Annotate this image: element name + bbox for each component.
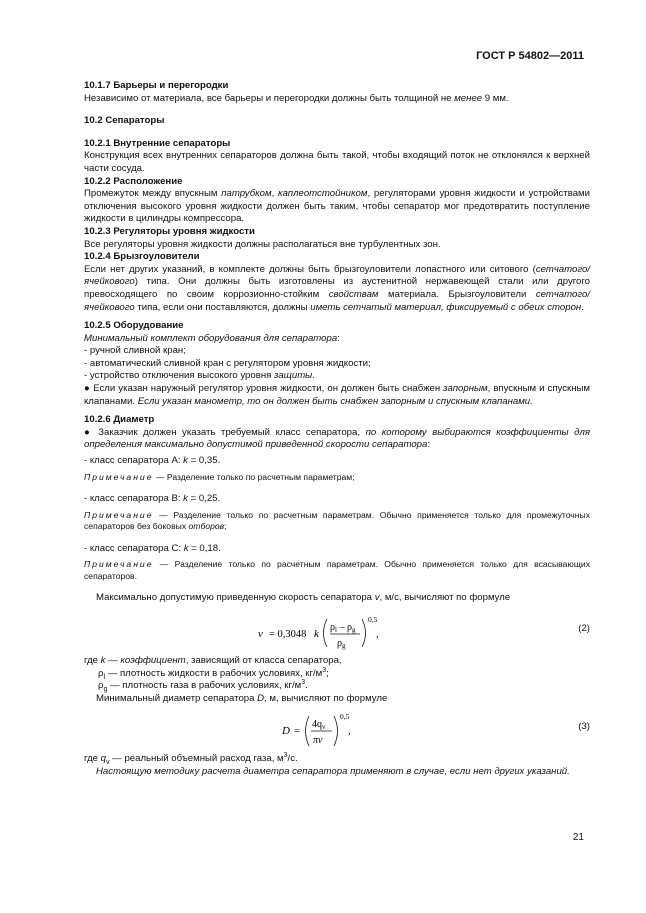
text-italic: k [183, 542, 189, 554]
superscript: 3 [283, 752, 288, 760]
text: . [581, 301, 584, 313]
formula-3-exponent: 0,5 [340, 712, 350, 722]
text: — плотность жидкости в рабочих условиях, кг/м [105, 667, 323, 679]
subscript: g [103, 686, 108, 693]
text: 9 мм. [482, 92, 509, 104]
formula-2-k: k [314, 627, 319, 640]
formula-3-den: πv [313, 735, 323, 747]
text: , м/с, вычисляют по формуле [379, 592, 511, 604]
text: ; [326, 667, 329, 679]
text: = 0,18. [188, 542, 221, 554]
text: где [84, 654, 101, 666]
page-body [84, 80, 590, 778]
formula-3-eq: = [294, 726, 300, 738]
text: Минимальный диаметр сепаратора [96, 692, 258, 704]
section-title-10-2: 10.2 Сепараторы [84, 115, 165, 127]
paragraph-level-regulators: Все регуляторы уровня жидкости должны располагаться вне турбулентных зон. [84, 238, 441, 250]
paragraph-barriers [84, 93, 590, 106]
section-title-10-2-4: 10.2.4 Брызгоуловители [84, 251, 200, 263]
text-italic: свойствам [328, 288, 379, 300]
right-paren [334, 716, 338, 746]
text: Независимо от материала, все барьеры и перегородки должны быть толщиной не [84, 92, 455, 104]
page-number: 21 [572, 832, 584, 843]
text-italic: сетчатого/ячейкового [84, 288, 590, 313]
text: . [305, 680, 308, 692]
text: ● Если указан наружный регулятор уровня жидкости, он должен быть снабжен [84, 383, 444, 395]
formula-3 [84, 709, 590, 751]
text-italic: запорным [443, 383, 488, 395]
paragraph-equipment-intro [84, 333, 590, 346]
text-italic: k [183, 455, 188, 467]
text: — плотность газа в рабочих условиях, кг/м [107, 680, 302, 692]
text-italic: защиты [274, 370, 313, 382]
section-title-10-2-5: 10.2.5 Оборудование [84, 320, 184, 332]
formula-3-lhs: D [282, 725, 290, 738]
text: Если нет других указаний, в комплекте должны быть брызгоуловители лопастного или ситового ( [84, 263, 536, 275]
text: ) типа. Они должны быть изготовлены из аустенитной нержавеющей стали или другого превосходящего по своим коррозионно-стойким [84, 276, 590, 300]
text: , м, вычисляют по формуле [264, 692, 388, 704]
note-label: Примечание [84, 471, 154, 482]
text: - класс сепаратора С: [84, 542, 184, 554]
subscript: v [106, 759, 110, 767]
text: - класс сепаратора А: [84, 455, 184, 467]
note-label: Примечание [84, 509, 154, 520]
standard-code: ГОСТ Р 54802—2011 [476, 50, 584, 62]
formula-2-graphic [84, 613, 590, 653]
text: ● Заказчик должен указать требуемый класс сепаратора, [84, 426, 366, 438]
text: - класс сепаратора В: [84, 493, 184, 505]
text: Промежуток между впускным [84, 188, 222, 200]
where-rho-g [84, 680, 590, 693]
text-italic: k [100, 654, 106, 666]
paragraph-separator-class [84, 427, 590, 452]
text: , регуляторами уровня жидкости и устройствами отключения высокого уровня жидкости должен быть таким, чтобы сепаратор мог предотвратить поступление жидкости в цилиндры компрессора. [84, 188, 590, 225]
paragraph-internal-separators: Конструкция всех внутренних сепараторов должна быть такой, чтобы входящий поток не отклонялся к верхней части сосуда. [84, 150, 590, 174]
text-italic: D [257, 692, 265, 704]
text-italic: коэффициент [120, 654, 186, 666]
right-paren [362, 619, 366, 647]
paragraph-max-velocity [84, 592, 590, 605]
text: = 0,35. [187, 455, 221, 467]
text: — Разделение только по расчетным параметрам. Обычно применяется только для промежуточных сепараторов без боковых [84, 509, 590, 532]
text: — реальный объемный расход газа, м [109, 753, 284, 765]
text: — Разделение только по расчетным параметрам; [153, 471, 355, 482]
text-italic: k [183, 493, 188, 505]
note-class-a [84, 472, 590, 484]
superscript: 3 [301, 678, 306, 686]
text: Максимально допустимую приведенную скорость сепаратора [96, 592, 375, 604]
note-label: Примечание [84, 559, 154, 570]
formula-3-number: (3) [578, 721, 590, 733]
section-title-10-2-1: 10.2.1 Внутренние сепараторы [84, 137, 231, 149]
section-title-10-1-7: 10.1.7 Барьеры и перегородки [84, 80, 229, 91]
formula-2-num: $\rho_l - \rho_g$ [330, 621, 356, 634]
left-paren [324, 619, 328, 647]
text: ; [224, 521, 227, 532]
formula-2-comma: , [376, 628, 379, 640]
list-item: - ручной сливной кран; [84, 345, 186, 357]
formula-2-lhs: v [258, 627, 263, 640]
left-paren [306, 716, 310, 746]
class-c-line [84, 543, 590, 556]
formula-2-coef: = 0,3048 [269, 628, 307, 640]
text: . [312, 370, 315, 382]
section-title-10-2-6: 10.2.6 Диаметр [84, 414, 155, 426]
paragraph-external-regulator [84, 383, 590, 408]
where-rho-l [84, 668, 590, 681]
text: ρ [98, 667, 104, 679]
text-italic: Минимальный комплект оборудования для сепаратора [84, 332, 338, 344]
where-k [84, 655, 590, 668]
superscript: 3 [322, 666, 327, 674]
text: : [337, 332, 340, 344]
text: , зависящий от класса сепаратора, [185, 654, 342, 666]
text: где [84, 753, 101, 765]
text-italic: каплеотстойником [278, 188, 368, 200]
note-class-b [84, 510, 590, 533]
section-title-10-2-3: 10.2.3 Регуляторы уровня жидкости [84, 225, 255, 237]
list-item [84, 370, 590, 383]
text-italic: патрубком [221, 188, 272, 200]
section-title-10-2-2: 10.2.2 Расположение [84, 175, 183, 187]
text-italic: отборов [188, 521, 225, 532]
text: материала. Брызгоуловители [378, 288, 536, 300]
formula-2-exponent: 0,5 [368, 614, 378, 624]
formula-3-num: $4q_v$ [312, 719, 326, 732]
class-a-line [84, 455, 590, 468]
paragraph-min-diameter [84, 693, 590, 706]
note-class-c [84, 559, 590, 582]
text: — [105, 654, 121, 666]
class-b-line [84, 493, 590, 506]
text: ρ [98, 680, 104, 692]
text-italic: v [374, 592, 380, 604]
formula-2 [84, 613, 590, 653]
formula-3-comma: , [348, 726, 351, 738]
text-italic: Если указан манометр, то он должен быть снабжен запорным и спускным клапанами. [137, 395, 533, 407]
formula-2-den: $\rho_g$ [337, 637, 346, 650]
text-italic: иметь сетчатый материал, фиксируемый с обеих сторон [310, 301, 582, 313]
text-italic: менее [454, 92, 483, 104]
paragraph-final: Настоящую методику расчета диаметра сепаратора применяют в случае, если нет других указаний. [96, 765, 570, 777]
subscript: l [103, 673, 106, 681]
text-italic: q [100, 753, 107, 765]
text: /с. [287, 753, 298, 765]
text: = 0,25. [187, 493, 221, 505]
formula-3-graphic [84, 709, 590, 751]
text-italic: сетчатого/ячейкового [84, 263, 590, 288]
formula-2-number: (2) [578, 622, 590, 634]
list-item: - автоматический сливной кран с регулятором уровня жидкости; [84, 357, 371, 369]
where-qv [84, 753, 590, 766]
text-italic: по которому выбираются коэффициенты для определения максимально допустимой приведенной скорости сепаратора [84, 426, 590, 451]
text: , впускным и спускным клапанами. [84, 383, 590, 407]
paragraph-demisters [84, 264, 590, 314]
text: типа, если они поставляются, должны [134, 301, 311, 313]
text: - устройство отключения высокого уровня [84, 370, 274, 382]
text: : [427, 439, 431, 451]
text: , [271, 188, 279, 200]
text: — Разделение только по расчетным параметрам. Обычно применяется только для всасывающих сепараторов. [84, 559, 590, 581]
paragraph-location [84, 188, 590, 226]
